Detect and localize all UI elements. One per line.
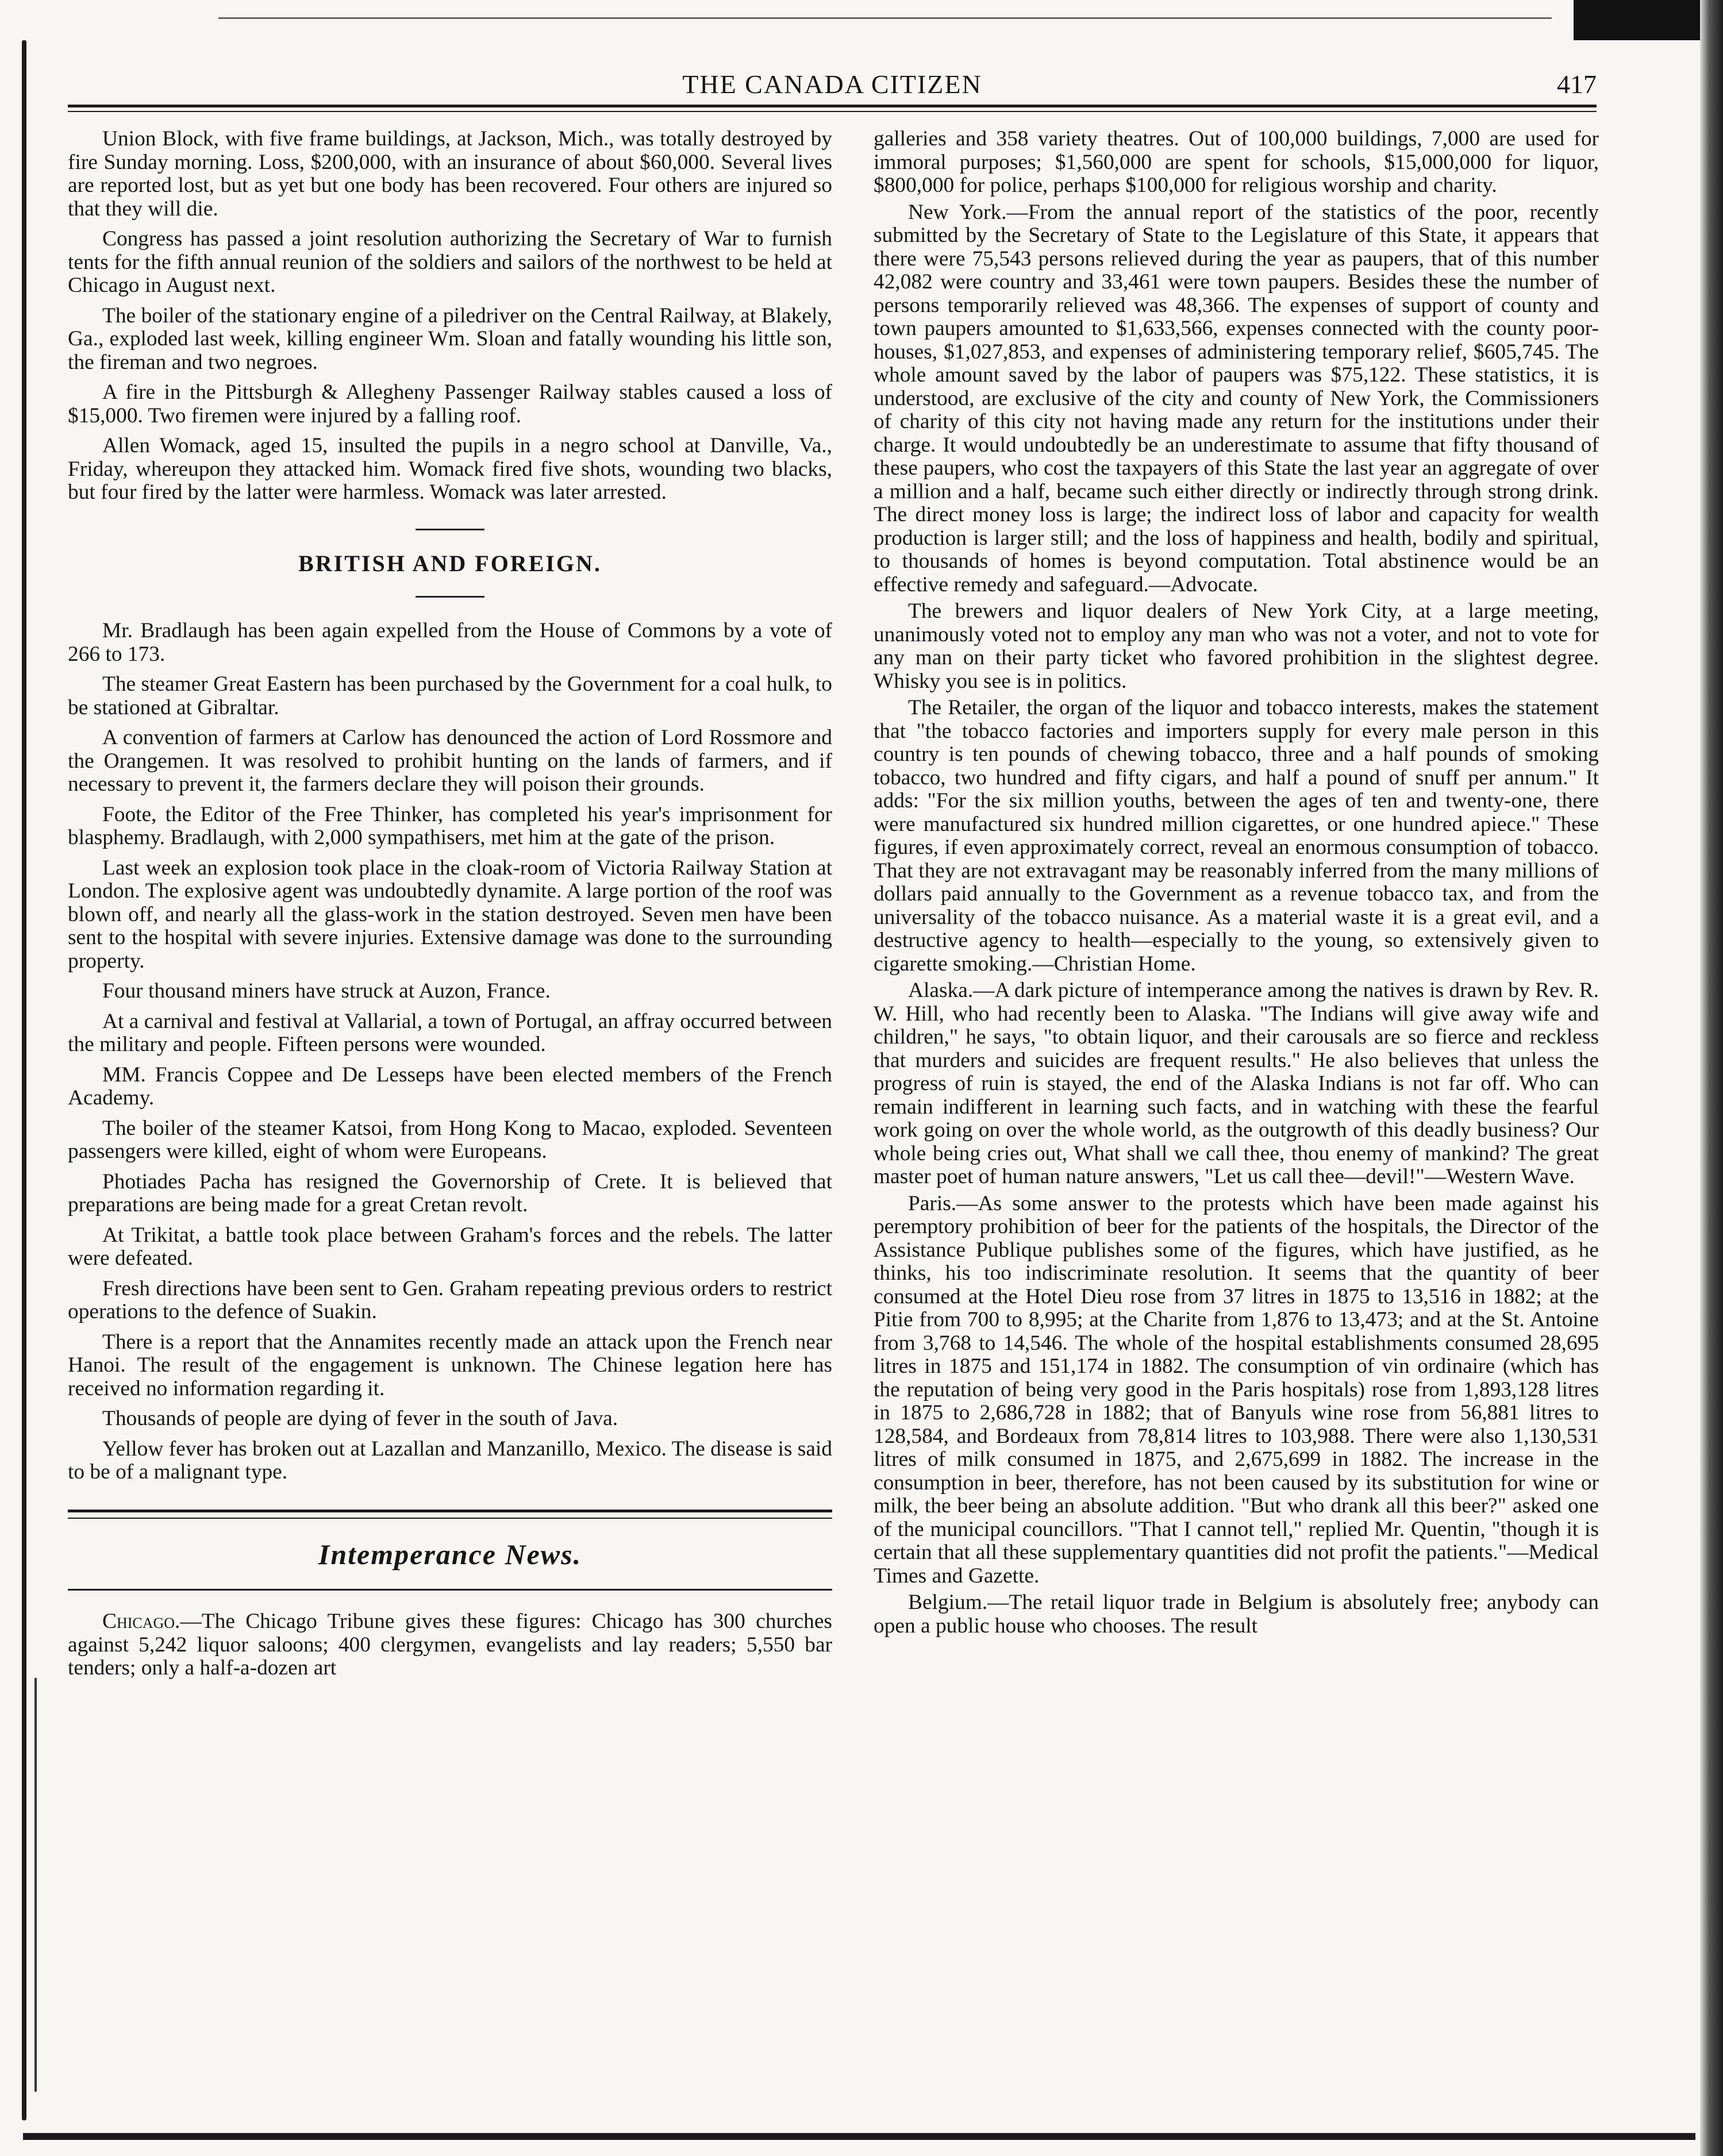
news-paragraph: At a carnival and festival at Vallarial, a town of Portugal, an affray occurred between the military and people. Fifteen persons were wounded.: [68, 1009, 832, 1056]
british-foreign-section: [68, 619, 832, 1484]
news-paragraph: galleries and 358 variety theatres. Out of 100,000 buildings, 7,000 are used for immoral purposes; $1,560,000 are spent for schools, $15,000,000 for liquor, $800,000 for police, perhaps $100,000 for religious worship and charity.: [874, 127, 1599, 197]
section-rule: [68, 1589, 832, 1593]
page-number: 417: [1557, 70, 1597, 99]
news-paragraph: Four thousand miners have struck at Auzon, France.: [102, 979, 551, 1003]
news-paragraph: At Trikitat, a battle took place between Graham's forces and the rebels. The latter were defeated.: [68, 1223, 832, 1270]
news-paragraph: The brewers and liquor dealers of New York City, at a large meeting, unanimously voted not to employ any man who was not a voter, and not to vote for any man on their party ticket who favored prohibition in the slightest degree. Whisky you see is in politics.: [874, 599, 1599, 693]
news-paragraph: Foote, the Editor of the Free Thinker, has completed his year's imprisonment for blasphemy. Bradlaugh, with 2,000 sympathisers, met him at the gate of the prison.: [68, 802, 832, 849]
news-paragraph: The steamer Great Eastern has been purchased by the Government for a coal hulk, to be stationed at Gibraltar.: [68, 672, 832, 719]
chicago-lead: Chicago.: [102, 1610, 180, 1633]
scan-left-edge: [22, 40, 26, 2120]
news-paragraph: A convention of farmers at Carlow has denounced the action of Lord Rossmore and the Orangemen. It was resolved to prohibit hunting on the lands of farmers, and if necessary to prevent it, the farmers declare they will poison their grounds.: [68, 726, 832, 796]
news-paragraph: Thousands of people are dying of fever in the south of Java.: [102, 1407, 618, 1430]
news-paragraph: Fresh directions have been sent to Gen. Graham repeating previous orders to restrict operations to the defence of Suakin.: [68, 1276, 832, 1323]
news-paragraph: Congress has passed a joint resolution authorizing the Secretary of War to furnish tents for the fifth annual reunion of the soldiers and sailors of the northwest to be held at Chicago in August next.: [68, 227, 832, 297]
british-foreign-heading: BRITISH AND FOREIGN.: [298, 550, 602, 576]
news-paragraph: Union Block, with five frame buildings, at Jackson, Mich., was totally destroyed by fire Sunday morning. Loss, $200,000, with an insurance of about $60,000. Several lives are reported lost, but as yet but one body has been recovered. Four others are injured so that they will die.: [68, 127, 832, 221]
news-paragraph: MM. Francis Coppee and De Lesseps have been elected members of the French Academy.: [68, 1062, 832, 1110]
news-paragraph: Photiades Pacha has resigned the Governorship of Crete. It is believed that preparations are being made for a great Cretan revolt.: [68, 1169, 832, 1216]
intemperance-news-heading: Intemperance News.: [318, 1538, 582, 1570]
right-column: [874, 128, 1599, 1641]
news-paragraph: Alaska.—A dark picture of intemperance among the natives is drawn by Rev. R. W. Hill, who had recently been to Alaska. "The Indians will give away wife and children," he says, "to obtain liquor, and their carousals are so fierce and reckless that murders and suicides are frequent results." He also believes that unless the progress of ruin is stayed, the end of the Alaska Indians is not far off. Who can remain indifferent in learning such facts, and in watching with these the fearful work going on over the whole world, as the outgrowth of this deadly business? Our whole being cries out, What shall we call thee, thou enemy of mankind? The great master poet of human nature answers, "Let us call thee—devil!"—Western Wave.: [874, 979, 1599, 1188]
left-column: [68, 128, 832, 1687]
news-paragraph: The boiler of the steamer Katsoi, from Hong Kong to Macao, exploded. Seventeen passengers were killed, eight of whom were Europeans.: [68, 1116, 832, 1163]
top-scan-rule: [218, 17, 1552, 19]
header-rule: [68, 105, 1597, 112]
scan-right-edge: [1700, 0, 1723, 2156]
page-header: [68, 69, 1597, 109]
chicago-paragraph: [68, 1610, 832, 1680]
chicago-text: —The Chicago Tribune gives these figures: Chicago has 300 churches against 5,242 liquor saloons; 400 clergymen, evangelists and lay readers; 5,550 bar tenders; only a half-a-dozen art: [68, 1610, 832, 1680]
newspaper-title: THE CANADA CITIZEN: [682, 70, 982, 99]
news-paragraph: The boiler of the stationary engine of a piledriver on the Central Railway, at Blakely, Ga., exploded last week, killing engineer Wm. Sloan and fatally wounding his little son, the fireman and two negroes.: [68, 303, 832, 374]
news-paragraph: Allen Womack, aged 15, insulted the pupils in a negro school at Danville, Va., Friday, whereupon they attacked him. Womack fired five shots, wounding two blacks, but four fired by the latter were harmless. Womack was later arrested.: [68, 434, 832, 504]
news-paragraph: Mr. Bradlaugh has been again expelled from the House of Commons by a vote of 266 to 173.: [68, 619, 832, 666]
news-paragraph: Paris.—As some answer to the protests which have been made against his peremptory prohibition of beer for the patients of the hospitals, the Director of the Assistance Publique publishes some of the figures, which have justified, as he thinks, his too indiscriminate resolution. It seems that the quantity of beer consumed at the Hotel Dieu rose from 37 litres in 1875 to 13,516 in 1882; at the Pitie from 700 to 8,995; at the Charite from 1,876 to 13,473; and at the St. Antoine from 3,768 to 14,546. The whole of the hospital establishments consumed 28,695 litres in 1875 and 151,174 in 1882. The consumption of vin ordinaire (which has the reputation of being very good in the Paris hospitals) rose from 1,893,128 litres in 1875 to 2,686,728 in 1882; that of Banyuls wine rose from 56,881 litres to 128,584, and Bordeaux from 78,814 litres to 103,988. There were also 1,130,531 litres of milk consumed in 1875, and 2,675,699 in 1882. The increase in the consumption in beer, therefore, has not been caused by its substitution for wine or milk, the beer being an absolute addition. "But who drank all this beer?" asked one of the municipal councillors. "That I cannot tell," replied Mr. Quentin, "though it is certain that all these supplementary quantities did not profit the patients."—Medical Times and Gazette.: [874, 1191, 1599, 1588]
section-double-rule: [68, 1510, 832, 1519]
news-briefs: [68, 128, 832, 505]
news-paragraph: The Retailer, the organ of the liquor and tobacco interests, makes the statement that "the tobacco factories and importers supply for every male person in this country is ten pounds of chewing tobacco, three and a half pounds of smoking tobacco, two hundred and fifty cigars, and half a pound of snuff per annum." It adds: "For the six million youths, between the ages of ten and twenty-one, there were manufactured six hundred million cigarettes, or one hundred apiece." These figures, if even approximately correct, reveal an enormous consumption of tobacco. That they are not extravagant may be reasonably inferred from the many millions of dollars paid annually to the Government as a revenue tobacco tax, and from the universality of the tobacco nuisance. As a material waste it is a great evil, and a destructive agency to health—especially to the young, so extensively given to cigarette smoking.—Christian Home.: [874, 696, 1599, 976]
scan-bottom-edge: [23, 2133, 1695, 2140]
section-divider: [416, 596, 484, 598]
news-paragraph: Last week an explosion took place in the cloak-room of Victoria Railway Station at London. The explosive agent was undoubtedly dynamite. A large portion of the roof was blown off, and nearly all the glass-work in the station destroyed. Seven men have been sent to the hospital with severe injuries. Extensive damage was done to the surrounding property.: [68, 856, 832, 973]
news-paragraph: Yellow fever has broken out at Lazallan and Manzanillo, Mexico. The disease is said to be of a malignant type.: [68, 1437, 832, 1484]
news-paragraph: Belgium.—The retail liquor trade in Belgium is absolutely free; anybody can open a public house who chooses. The result: [874, 1591, 1599, 1638]
news-paragraph: There is a report that the Annamites recently made an attack upon the French near Hanoi. The result of the engagement is unknown. The Chinese legation here has received no information regarding it.: [68, 1330, 832, 1400]
section-divider: [416, 529, 484, 530]
scan-left-edge-mark: [34, 1678, 54, 2092]
news-paragraph: A fire in the Pittsburgh & Allegheny Passenger Railway stables caused a loss of $15,000. Two firemen were injured by a falling roof.: [68, 380, 832, 428]
news-paragraph: New York.—From the annual report of the statistics of the poor, recently submitted by the Secretary of State to the Legislature of this State, it appears that there were 75,543 persons relieved during the year as paupers, that of this number 42,082 were country and 33,461 were town paupers. Besides these the number of persons temporarily relieved was 48,366. The expenses of support of county and town paupers amounted to $1,633,566, expenses connected with the county poor-houses, $1,027,853, and expenses of administering temporary relief, $605,745. The whole amount saved by the labor of paupers was $75,122. These statistics, it is understood, are exclusive of the city and county of New York, the Commissioners of charity of this city not having made any return for the institutions under their charge. It would undoubtedly be an underestimate to assume that fifty thousand of these paupers, who cost the taxpayers of this State the last year an aggregate of over a million and a half, became such either directly or indirectly through strong drink. The direct money loss is large; the indirect loss of labor and capacity for wealth production is larger still; and the loss of happiness and health, bodily and spiritual, to thousands of homes is beyond computation. Total abstinence would be an effective remedy and safeguard.—Advocate.: [874, 200, 1599, 596]
